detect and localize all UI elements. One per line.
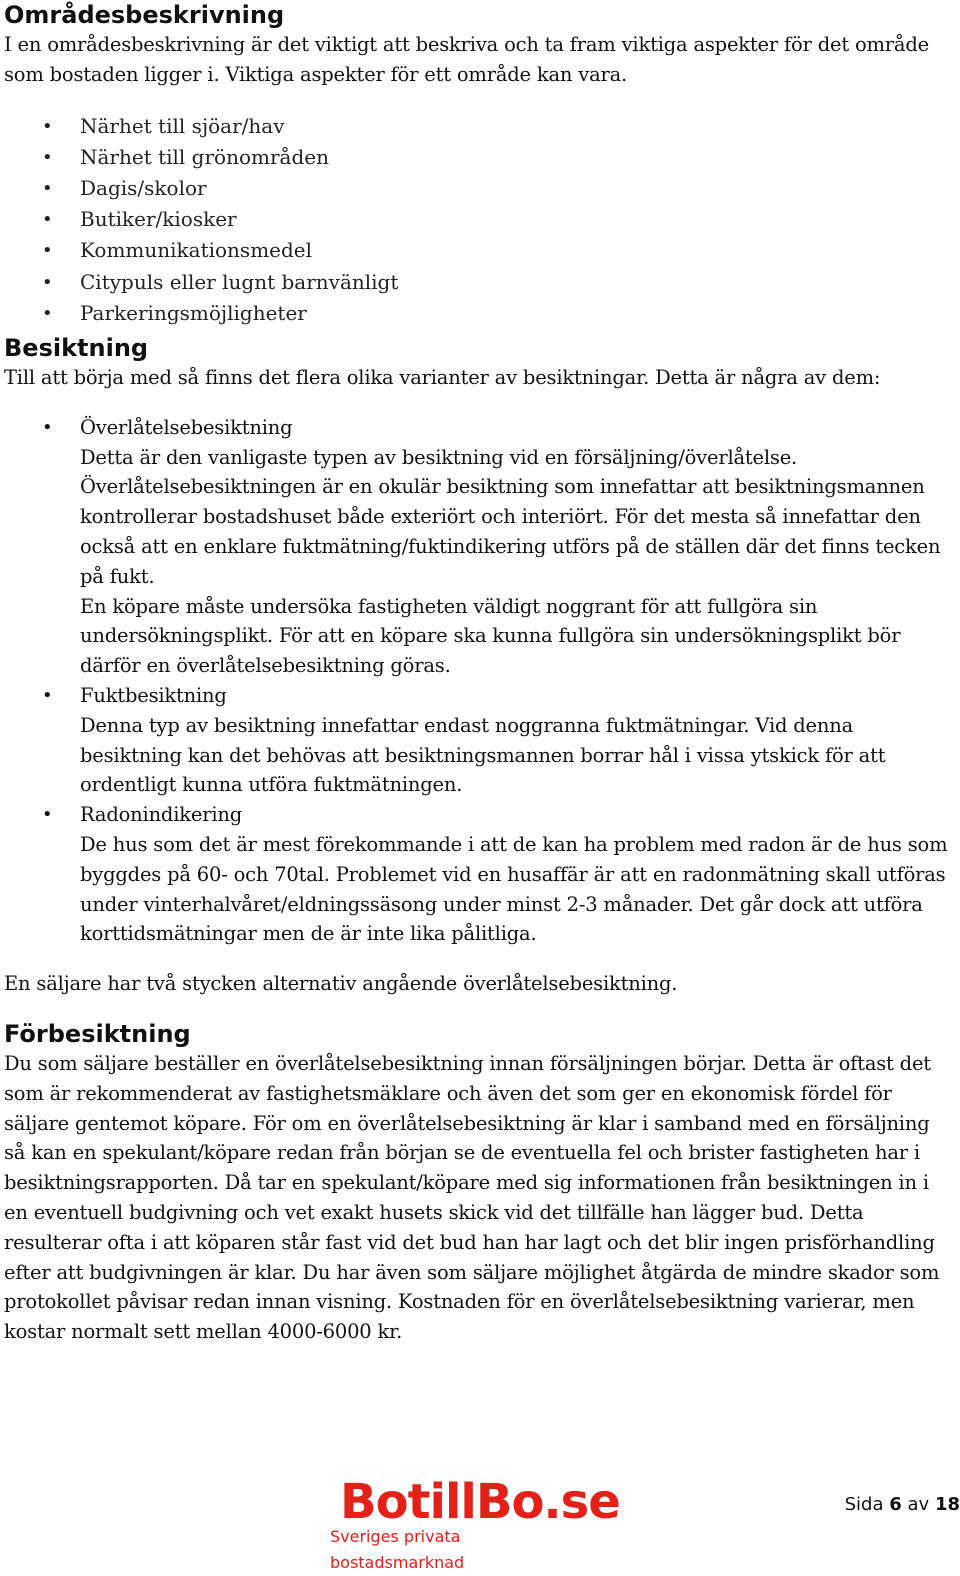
bullet-icon: • (42, 804, 53, 826)
botillbo-logo: BotillBo.se (340, 1474, 620, 1530)
inspection-type-description: Detta är den vanligaste typen av besiktning vid en försäljning/överlåtelse. Överlåtelsebesiktningen är en okulär besiktning som innefattar att besiktningsmannen kontrollerar bostadshuset både exteriört och interiört. För det mesta så innefattar den också att en enklare fuktmätning/fuktindikering utförs på de ställen där det finns tecken på fukt. (80, 445, 941, 588)
list-item (4, 681, 956, 800)
list-item: • Kommunikationsmedel (4, 235, 956, 266)
bullet-icon: • (42, 240, 53, 262)
list-item: • Citypuls eller lugnt barnvänligt (4, 267, 956, 298)
section-intro-besiktning: Till att börja med så finns det flera olika varianter av besiktningar. Detta är några av dem: (4, 366, 881, 390)
section-body-forbesiktning: Du som säljare beställer en överlåtelsebesiktning innan försäljningen börjar. Detta är oftast det som är rekommenderat av fastighetsmäklare och även det som ger en ekonomisk fördel för säljare gentemot köpare. För om en överlåtelsebesiktning är klar i samband med en försäljning så kan en spekulant/köpare redan från början se de eventuella fel och brister fastigheten har i besiktningsrapporten. Då tar en spekulant/köpare med sig informationen från besiktningen in i en eventuell budgivning och vet exakt husets skick vid det tillfälle han lägger bud. Detta resulterar ofta i att köparen står fast vid det bud han har lagt och det blir ingen prisförhandling efter att budgivningen är klar. Du har även som säljare möjlighet åtgärda de mindre skador som protokollet påvisar redan innan visning. Kostnaden för en överlåtelsebesiktning varierar, men kostar normalt sett mellan 4000-6000 kr. (4, 1051, 940, 1344)
list-item (4, 413, 956, 681)
bullet-icon: • (42, 146, 53, 168)
section-intro-omradesbeskrivning: I en områdesbeskrivning är det viktigt att beskriva och ta fram viktiga aspekter för det område som bostaden ligger i. Viktiga aspekter för ett område kan vara. (4, 33, 929, 86)
list-item: • Närhet till sjöar/hav (4, 111, 956, 142)
logo-tagline: Sveriges privata bostadsmarknad (330, 1527, 465, 1572)
inspection-type-description: De hus som det är mest förekommande i att de kan ha problem med radon är de hus som byggdes på 60- och 70tal. Problemet vid en husaffär är att en radonmätning skall utföras under vinterhalvåret/eldningssäsong under minst 2-3 månader. Det går dock att utföra korttidsmätningar men de är inte lika pålitliga. (80, 832, 948, 946)
list-item: • Närhet till grönområden (4, 142, 956, 173)
inspection-type-description: Denna typ av besiktning innefattar endast noggranna fuktmätningar. Vid denna besiktning kan det behövas att besiktningsmannen borrar hål i vissa ytskick för att ordentligt kunna utföra fuktmätningen. (80, 713, 886, 797)
section-heading-forbesiktning: Förbesiktning (4, 1019, 191, 1048)
inspection-type-title: Överlåtelsebesiktning (80, 415, 293, 439)
inspection-type-description-extra: En köpare måste undersöka fastigheten väldigt noggrant för att fullgöra sin undersökningsplikt. För att en köpare ska kunna fullgöra sin undersökningsplikt bör därför en överlåtelsebesiktning göras. (80, 594, 901, 678)
section-outro-besiktning: En säljare har två stycken alternativ angående överlåtelsebesiktning. (4, 972, 678, 996)
inspection-type-title: Fuktbesiktning (80, 683, 227, 707)
section-heading-omradesbeskrivning: Områdesbeskrivning (4, 1, 285, 29)
area-aspects-list (4, 111, 956, 329)
list-item (4, 800, 956, 949)
bullet-icon: • (42, 684, 53, 706)
bullet-icon: • (42, 271, 53, 293)
list-item: • Parkeringsmöjligheter (4, 298, 956, 329)
list-item: • Butiker/kiosker (4, 204, 956, 235)
bullet-icon: • (42, 178, 53, 199)
bullet-icon: • (42, 302, 53, 324)
inspection-types-list (4, 413, 956, 949)
bullet-icon: • (42, 115, 53, 137)
document-page (4, 0, 956, 1347)
page-number: Sida 6 av 18 (844, 1494, 960, 1515)
section-heading-besiktning: Besiktning (4, 334, 149, 363)
bullet-icon: • (42, 416, 53, 438)
inspection-type-title: Radonindikering (80, 803, 243, 827)
list-item: • Dagis/skolor (4, 173, 956, 204)
bullet-icon: • (42, 209, 53, 231)
